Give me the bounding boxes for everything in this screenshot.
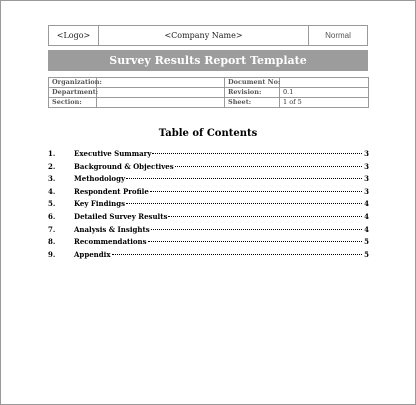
sheet-value: 1 of 5 — [280, 98, 369, 108]
toc-item-text: Key Findings — [74, 199, 126, 209]
revision-label: Revision: — [225, 88, 280, 98]
toc-list — [48, 149, 369, 262]
toc-item-page: 4 — [364, 224, 369, 234]
toc-leader — [175, 166, 362, 167]
toc-leader — [151, 229, 362, 230]
title-bar — [48, 50, 368, 71]
toc-item-number: 2. — [48, 161, 56, 171]
toc-item-page: 3 — [364, 186, 369, 196]
revision-value: 0.1 — [280, 88, 369, 98]
toc-item-page: 4 — [364, 211, 369, 221]
toc-item-page: 4 — [364, 199, 369, 209]
toc-leader — [152, 153, 362, 154]
toc-item[interactable] — [48, 162, 369, 175]
toc-item[interactable] — [48, 174, 369, 187]
toc-item[interactable] — [48, 250, 369, 263]
toc-item-text: Respondent Profile — [74, 186, 149, 196]
toc-item[interactable] — [48, 212, 369, 225]
toc-item-page: 5 — [364, 237, 369, 247]
info-table — [48, 77, 369, 108]
section-value — [97, 98, 225, 108]
toc-item[interactable] — [48, 237, 369, 250]
organization-label: Organization: — [49, 78, 97, 88]
department-label: Department: — [49, 88, 97, 98]
toc-item[interactable] — [48, 199, 369, 212]
toc-item-number: 3. — [48, 174, 56, 184]
header-table — [48, 25, 368, 46]
toc-item-page: 5 — [364, 249, 369, 259]
toc-leader — [126, 203, 362, 204]
toc-title: Table of Contents — [158, 128, 258, 139]
toc-leader — [148, 241, 362, 242]
toc-leader — [112, 254, 363, 255]
toc-item-page: 3 — [364, 149, 369, 158]
logo-placeholder: <Logo> — [49, 26, 99, 45]
toc-item-page: 3 — [364, 161, 369, 171]
document-no-value — [280, 78, 369, 88]
toc-item-number: 5. — [48, 199, 56, 209]
style-label: Normal — [325, 31, 351, 40]
info-row — [49, 98, 369, 108]
department-value — [97, 88, 225, 98]
sheet-label: Sheet: — [225, 98, 280, 108]
info-row — [49, 78, 369, 88]
toc-item-text: Appendix — [74, 249, 111, 259]
toc-item-text: Background & Objectives — [74, 161, 174, 171]
toc-item-text: Analysis & Insights — [74, 224, 150, 234]
info-row — [49, 88, 369, 98]
toc-item-text: Recommendations — [74, 237, 147, 247]
toc-item-number: 1. — [48, 149, 56, 158]
toc-item-text: Methodology — [74, 174, 126, 184]
toc-item[interactable] — [48, 225, 369, 238]
document-no-label: Document No: — [225, 78, 280, 88]
document-title: Survey Results Report Template — [109, 54, 307, 67]
toc-leader — [168, 216, 362, 217]
toc-item-text: Executive Summary — [74, 149, 152, 158]
toc-item-number: 4. — [48, 186, 56, 196]
toc-leader — [150, 191, 362, 192]
toc-item-number: 7. — [48, 224, 56, 234]
organization-value — [97, 78, 225, 88]
toc-item[interactable] — [48, 187, 369, 200]
toc-leader — [126, 178, 362, 179]
toc-item[interactable] — [48, 149, 369, 162]
toc-item-number: 9. — [48, 249, 56, 259]
section-label: Section: — [49, 98, 97, 108]
toc-item-number: 8. — [48, 237, 56, 247]
company-name: <Company Name> — [99, 26, 309, 45]
toc-item-number: 6. — [48, 211, 56, 221]
toc-item-page: 3 — [364, 174, 369, 184]
toc-item-text: Detailed Survey Results — [74, 211, 168, 221]
